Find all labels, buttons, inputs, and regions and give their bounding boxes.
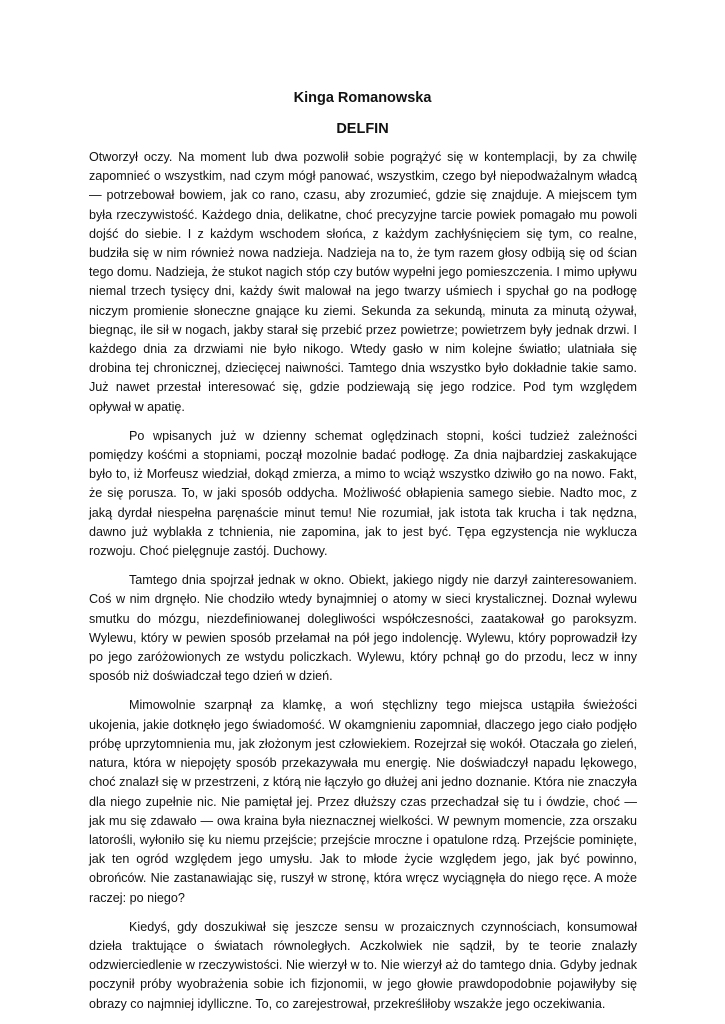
story-body	[89, 148, 637, 1024]
author-name: Kinga Romanowska	[293, 90, 432, 106]
paragraph-1: Otworzył oczy. Na moment lub dwa pozwolił sobie pogrążyć się w kontemplacji, by za chwilę zapomnieć o wszystkim, nad czym mógł panować, wszystkim, czego był niepodważalnym władcą — potrzebował bowiem, jak co rano, czasu, aby zrozumieć, gdzie się znajduje. A miejscem tym była rzeczywistość. Każdego dnia, delikatne, choć precyzyjne tarcie powiek pomagało mu powoli dojść do siebie. I z każdym wschodem słońca, z każdym zachłyśnięciem się tym, co realne, budziła się w nim również nowa nadzieja. Nadzieja na to, że tym razem głosy odbiją się od ścian tego domu. Nadzieja, że stukot nagich stóp czy butów wypełni jego pomieszczenia. I mimo upływu niemal trzech tysięcy dni, każdy świt malował na jego twarzy uśmiech i spychał go na podłogę niczym promienie słoneczne gnające ku ziemi. Sekunda za sekundą, minuta za minutą ożywał, biegnąc, ile sił w nogach, jakby starał się przebić przez powietrze; powietrzem były jednak drzwi. I każdego dnia za drzwiami nie było nikogo. Wtedy gasło w nim kolejne światło; ulatniała się drobina tej chronicznej, dziecięcej naiwności. Tamtego dnia wszystko było dokładnie takie samo. Już nawet przestał interesować się, gdzie podziewają się jego rodzice. Pod tym względem opływał w apatię.	[89, 150, 637, 414]
paragraph-5: Kiedyś, gdy doszukiwał się jeszcze sensu w prozaicznych czynnościach, konsumował dzieła traktujące o światach równoległych. Aczkolwiek nie sądził, by te teorie znalazły odzwierciedlenie w rzeczywistości. Nie wierzył w to. Nie wierzył aż do tamtego dnia. Gdyby jednak poczynił próby wyobrażenia sobie ich fizjonomii, w jego głowie prawdopodobnie pojawiłyby się obrazy co najmniej idylliczne. To, co zarejestrował, przekreśliłoby wszakże jego oczekiwania.	[89, 919, 637, 1011]
paragraph-3: Tamtego dnia spojrzał jednak w okno. Obiekt, jakiego nigdy nie darzył zainteresowaniem. Coś w nim drgnęło. Nie chodziło wtedy bynajmniej o atomy w sieci krystalicznej. Doznał wylewu smutku do mózgu, niezdefiniowanej dolegliwości współczesności, zaatakował go paroksyzm. Wylewu, który w pewien sposób przełamał na pół jego indolencję. Wylewu, który poprowadził łzy po jego zaróżowionych ze wstydu policzkach. Wylewu, który pchnął go do przodu, lecz w inny sposób niż doświadczał tego dzień w dzień.	[89, 573, 637, 684]
story-title: DELFIN	[336, 121, 389, 137]
paragraph-4: Mimowolnie szarpnął za klamkę, a woń stęchlizny tego miejsca ustąpiła świeżości ukojenia, jakie dotknęło jego świadomość. W okamgnieniu zapomniał, dlaczego jego ciało podjęło próbę uprzytomnienia mu, jak złożonym jest człowiekiem. Rozejrzał się wokół. Otaczała go zieleń, natura, która w niepojęty sposób przekazywała mu energię. Nie doświadczył napadu lękowego, choć znalazł się w przestrzeni, z którą nie łączyło go dłużej ani jedno doznanie. Która nie znaczyła dla niego zupełnie nic. Nie pamiętał jej. Przez dłuższy czas przechadzał się tu i ówdzie, choć — jak mu się zdawało — owa kraina była nieznacznej wielkości. W pewnym momencie, zza orszaku latorośli, wyłoniło się ku niemu przejście; przejście mroczne i opatulone rdzą. Przejście pominięte, jak ten ogród względem jego umysłu. Jak to młode życie względem jego, jak być powinno, obrońców. Nie zastanawiając się, ruszył w stronę, która wręcz wyciągnęła do niego ręce. A może raczej: po niego?	[89, 698, 637, 905]
paragraph-2: Po wpisanych już w dzienny schemat oględzinach stopni, kości tudzież zależności pomiędzy kośćmi a stopniami, począł mozolnie badać podłogę. Za dnia najbardziej zaskakujące było to, iż Morfeusz wiedział, dokąd zmierza, a mimo to wciąż wszystko dziwiło go na nowo. Fakt, że się porusza. To, w jaki sposób oddycha. Możliwość obłapienia samego siebie. Nadto moc, z jaką dyrdał niespełna paręnaście minut temu! Nie rozumiał, jak istota tak krucha i tak nędzna, dawno już wyblakła z tchnienia, nie zapomina, jak to jest być. Tępa egzystencja nie wyklucza rozwoju. Choć pielęgnuje zastój. Duchowy.	[89, 428, 637, 559]
